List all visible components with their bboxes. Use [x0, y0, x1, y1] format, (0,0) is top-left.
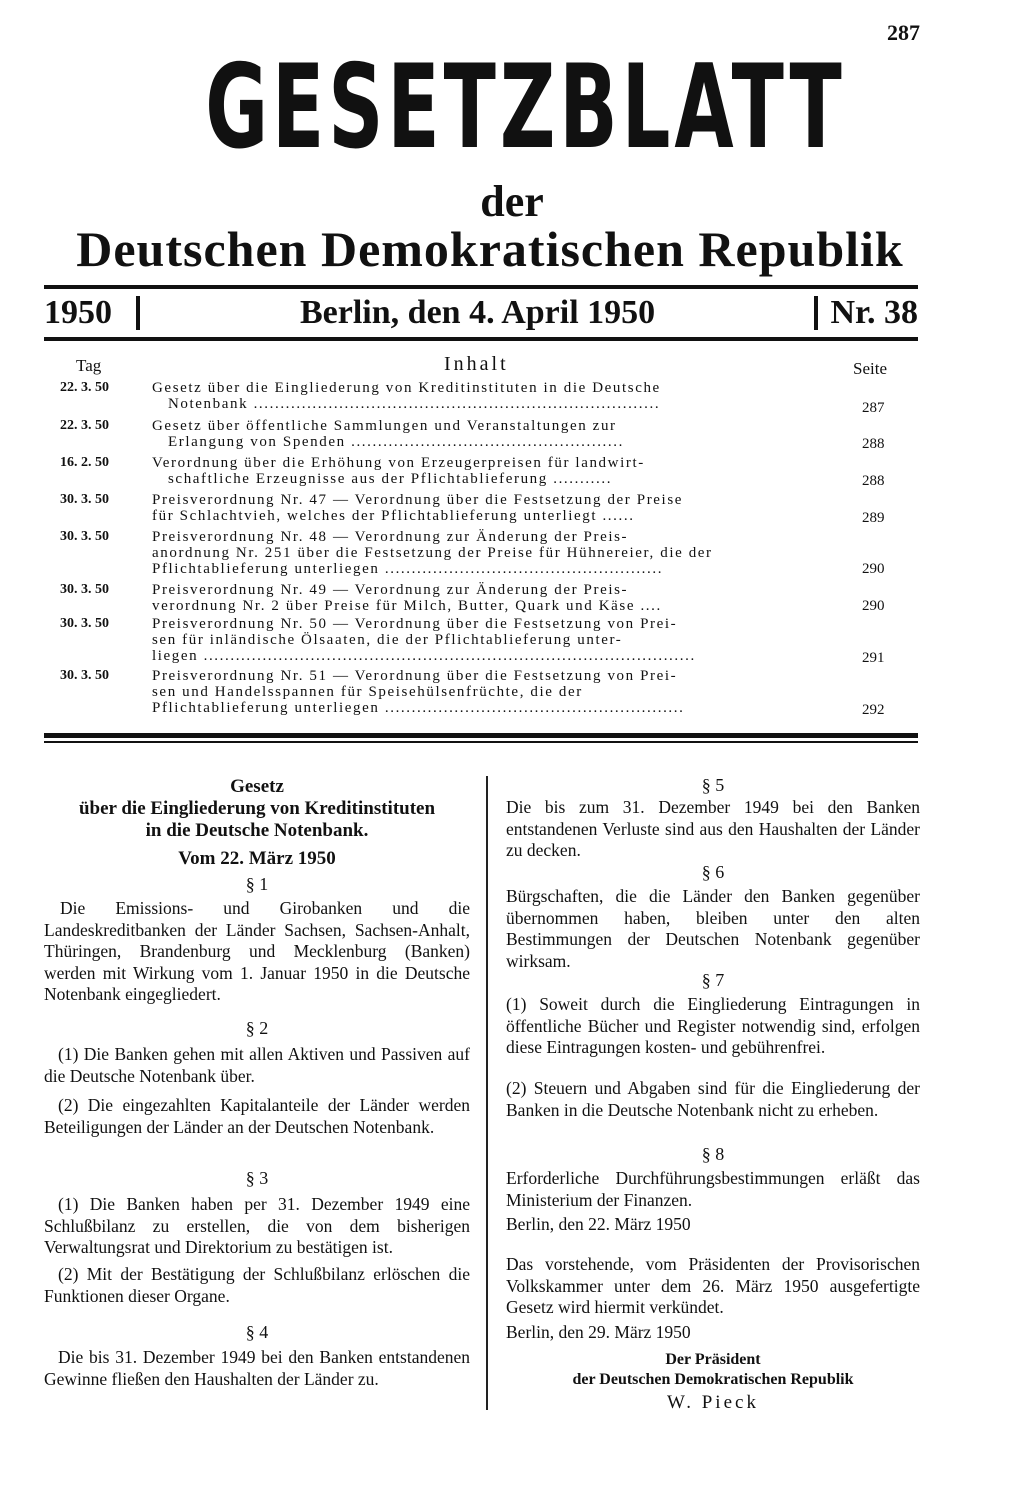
issue-divider-left — [136, 296, 140, 330]
toc-entry-page: 291 — [862, 650, 885, 666]
toc-entry-line: schaftliche Erzeugnisse aus der Pflichtablieferung ........... — [168, 471, 613, 487]
toc-entry-date: 30. 3. 50 — [60, 582, 109, 597]
section-text: Erforderliche Durchführungsbestimmungen erläßt das Ministerium der Finanzen. — [506, 1168, 920, 1210]
toc-entry-page: 287 — [862, 400, 885, 416]
toc-entry-date: 22. 3. 50 — [60, 418, 109, 433]
law-date: Vom 22. März 1950 — [178, 848, 336, 869]
section-heading: § 1 — [245, 874, 269, 894]
toc-entry-line: Preisverordnung Nr. 48 — Verordnung zur Änderung der Preis- — [152, 529, 629, 545]
toc-entry-line: anordnung Nr. 251 über die Festsetzung der Preise für Hühnereier, die der — [152, 545, 713, 561]
column-divider — [486, 776, 488, 1410]
issue-number: Nr. 38 — [830, 294, 918, 331]
toc-entry-text — [152, 455, 820, 487]
toc-header-page: Seite — [853, 359, 887, 378]
toc-entry-line: Preisverordnung Nr. 51 — Verordnung über die Festsetzung von Prei- — [152, 668, 678, 684]
toc-entry-date: 30. 3. 50 — [60, 492, 109, 507]
toc-entry-line: sen für inländische Ölsaaten, die der Pflichtablieferung unter- — [152, 632, 623, 648]
signature-title — [506, 1350, 920, 1390]
section-paragraph: (1) Soweit durch die Eingliederung Eintragungen in öffentliche Bücher und Register notwendig sind, erfolgen diese Eintragungen kosten- und gebührenfrei. — [506, 994, 920, 1057]
section-heading: § 6 — [701, 862, 725, 882]
toc-entry-date: 30. 3. 50 — [60, 529, 109, 544]
signature-title-line: Der Präsident — [665, 1351, 761, 1368]
section-heading: § 7 — [701, 970, 725, 990]
toc-entry-text — [152, 380, 820, 412]
section-heading: § 4 — [245, 1322, 269, 1342]
toc-rule-thick — [44, 733, 918, 738]
section-heading: § 5 — [701, 775, 725, 795]
issue-year: 1950 — [44, 294, 112, 331]
toc-header-contents: Inhalt — [444, 353, 509, 375]
toc-entry-line: liegen ............................................................................................ — [152, 648, 696, 664]
place-date-enactment: Berlin, den 22. März 1950 — [506, 1214, 691, 1234]
toc-entry-line: Erlangung von Spenden ................................................... — [168, 434, 624, 450]
section-paragraph: (1) Die Banken haben per 31. Dezember 1949 eine Schlußbilanz zu erstellen, die von dem bisherigen Verwaltungsrat und Direktorium zu bestätigen ist. — [44, 1194, 470, 1257]
toc-entry-date: 22. 3. 50 — [60, 380, 109, 395]
toc-entry-page: 288 — [862, 473, 885, 489]
toc-entry-page: 289 — [862, 510, 885, 526]
toc-rule-thin — [44, 741, 918, 743]
signature-name: W. Pieck — [667, 1392, 759, 1413]
promulgation-text: Das vorstehende, vom Präsidenten der Provisorischen Volkskammer unter dem 26. März 1950 ausgefertigte Gesetz wird hiermit verkündet. — [506, 1254, 920, 1317]
toc-entry-text — [152, 616, 820, 664]
toc-entry-text — [152, 668, 820, 716]
section-heading: § 2 — [245, 1018, 269, 1038]
section-heading: § 3 — [245, 1168, 269, 1188]
masthead-title: GESETZBLATT — [205, 40, 846, 175]
toc-entry-page: 292 — [862, 702, 885, 718]
toc-entry-page: 288 — [862, 436, 885, 452]
issue-date: Berlin, den 4. April 1950 — [300, 294, 656, 331]
toc-entry-date: 30. 3. 50 — [60, 616, 109, 631]
law-title-line: über die Eingliederung von Kreditinstituten — [78, 798, 436, 819]
toc-entry-line: Gesetz über öffentliche Sammlungen und Veranstaltungen zur — [152, 418, 617, 434]
page-number: 287 — [887, 20, 920, 45]
toc-entry-line: verordnung Nr. 2 über Preise für Milch, Butter, Quark und Käse .... — [152, 598, 662, 614]
law-title — [44, 776, 470, 870]
section-paragraph: (2) Mit der Bestätigung der Schlußbilanz erlöschen die Funktionen dieser Organe. — [44, 1264, 470, 1306]
toc-entry-line: Notenbank ............................................................................ — [168, 396, 661, 412]
toc-entry-line: Preisverordnung Nr. 47 — Verordnung über die Festsetzung der Preise — [152, 492, 684, 508]
place-date-promulgation: Berlin, den 29. März 1950 — [506, 1322, 691, 1342]
section-heading: § 8 — [701, 1144, 725, 1164]
toc-entry-date: 30. 3. 50 — [60, 668, 109, 683]
section-paragraph: (1) Die Banken gehen mit allen Aktiven und Passiven auf die Deutsche Notenbank über. — [44, 1044, 470, 1086]
signature-title-line: der Deutschen Demokratischen Republik — [572, 1371, 854, 1388]
toc-entry-page: 290 — [862, 598, 885, 614]
section-paragraph: (2) Steuern und Abgaben sind für die Eingliederung der Banken in die Deutsche Notenbank nicht zu erheben. — [506, 1078, 920, 1120]
header-rule-top — [44, 285, 918, 289]
toc-entry-text — [152, 418, 820, 450]
header-rule-bottom — [44, 337, 918, 341]
law-title-line: Gesetz — [230, 776, 284, 797]
masthead-republic: Deutschen Demokratischen Republik — [76, 221, 904, 277]
toc-entry-text — [152, 529, 820, 577]
toc-header-day: Tag — [76, 356, 102, 375]
law-title-line: in die Deutsche Notenbank. — [145, 820, 369, 841]
toc-entry-date: 16. 2. 50 — [60, 455, 109, 470]
toc-entry-line: Gesetz über die Eingliederung von Kreditinstituten in die Deutsche — [152, 380, 661, 396]
toc-entry-line: Pflichtablieferung unterliegen .................................................... — [152, 561, 664, 577]
toc-entry-line: Preisverordnung Nr. 49 — Verordnung zur Änderung der Preis- — [152, 582, 629, 598]
toc-entry-line: Preisverordnung Nr. 50 — Verordnung über die Festsetzung von Prei- — [152, 616, 678, 632]
toc-entry-line: sen und Handelsspannen für Speisehülsenfrüchte, die der — [152, 684, 583, 700]
section-text: Die Emissions- und Girobanken und die Landeskreditbanken der Länder Sachsen, Sachsen-Anhalt, Thüringen, Brandenburg und Mecklenburg (Banken) werden mit Wirkung vom 1. Januar 1950 in die Deutsche Notenbank eingegliedert. — [44, 898, 470, 1004]
toc-entry-line: Pflichtablieferung unterliegen ........................................................ — [152, 700, 685, 716]
section-text: Bürgschaften, die die Länder den Banken gegenüber übernommen haben, bleiben unter den alten Bestimmungen der Deutschen Notenbank gegenüber wirksam. — [506, 886, 920, 971]
issue-bar — [44, 294, 918, 334]
toc-entry-page: 290 — [862, 561, 885, 577]
toc-entry-text — [152, 582, 820, 614]
toc-entry-text — [152, 492, 820, 524]
toc-entry-line: Verordnung über die Erhöhung von Erzeugerpreisen für landwirt- — [152, 455, 645, 471]
issue-divider-right — [814, 296, 818, 330]
toc-entry-line: für Schlachtvieh, welches der Pflichtablieferung unterliegt ...... — [152, 508, 635, 524]
section-text: Die bis zum 31. Dezember 1949 bei den Banken entstandenen Verluste sind aus den Haushalten der Länder zu decken. — [506, 797, 920, 860]
section-paragraph: (2) Die eingezahlten Kapitalanteile der Länder werden Beteiligungen der Länder an der Deutschen Notenbank. — [44, 1095, 470, 1137]
masthead-der: der — [480, 177, 544, 226]
section-text: Die bis 31. Dezember 1949 bei den Banken entstandenen Gewinne fließen den Haushalten der Länder zu. — [44, 1347, 470, 1389]
